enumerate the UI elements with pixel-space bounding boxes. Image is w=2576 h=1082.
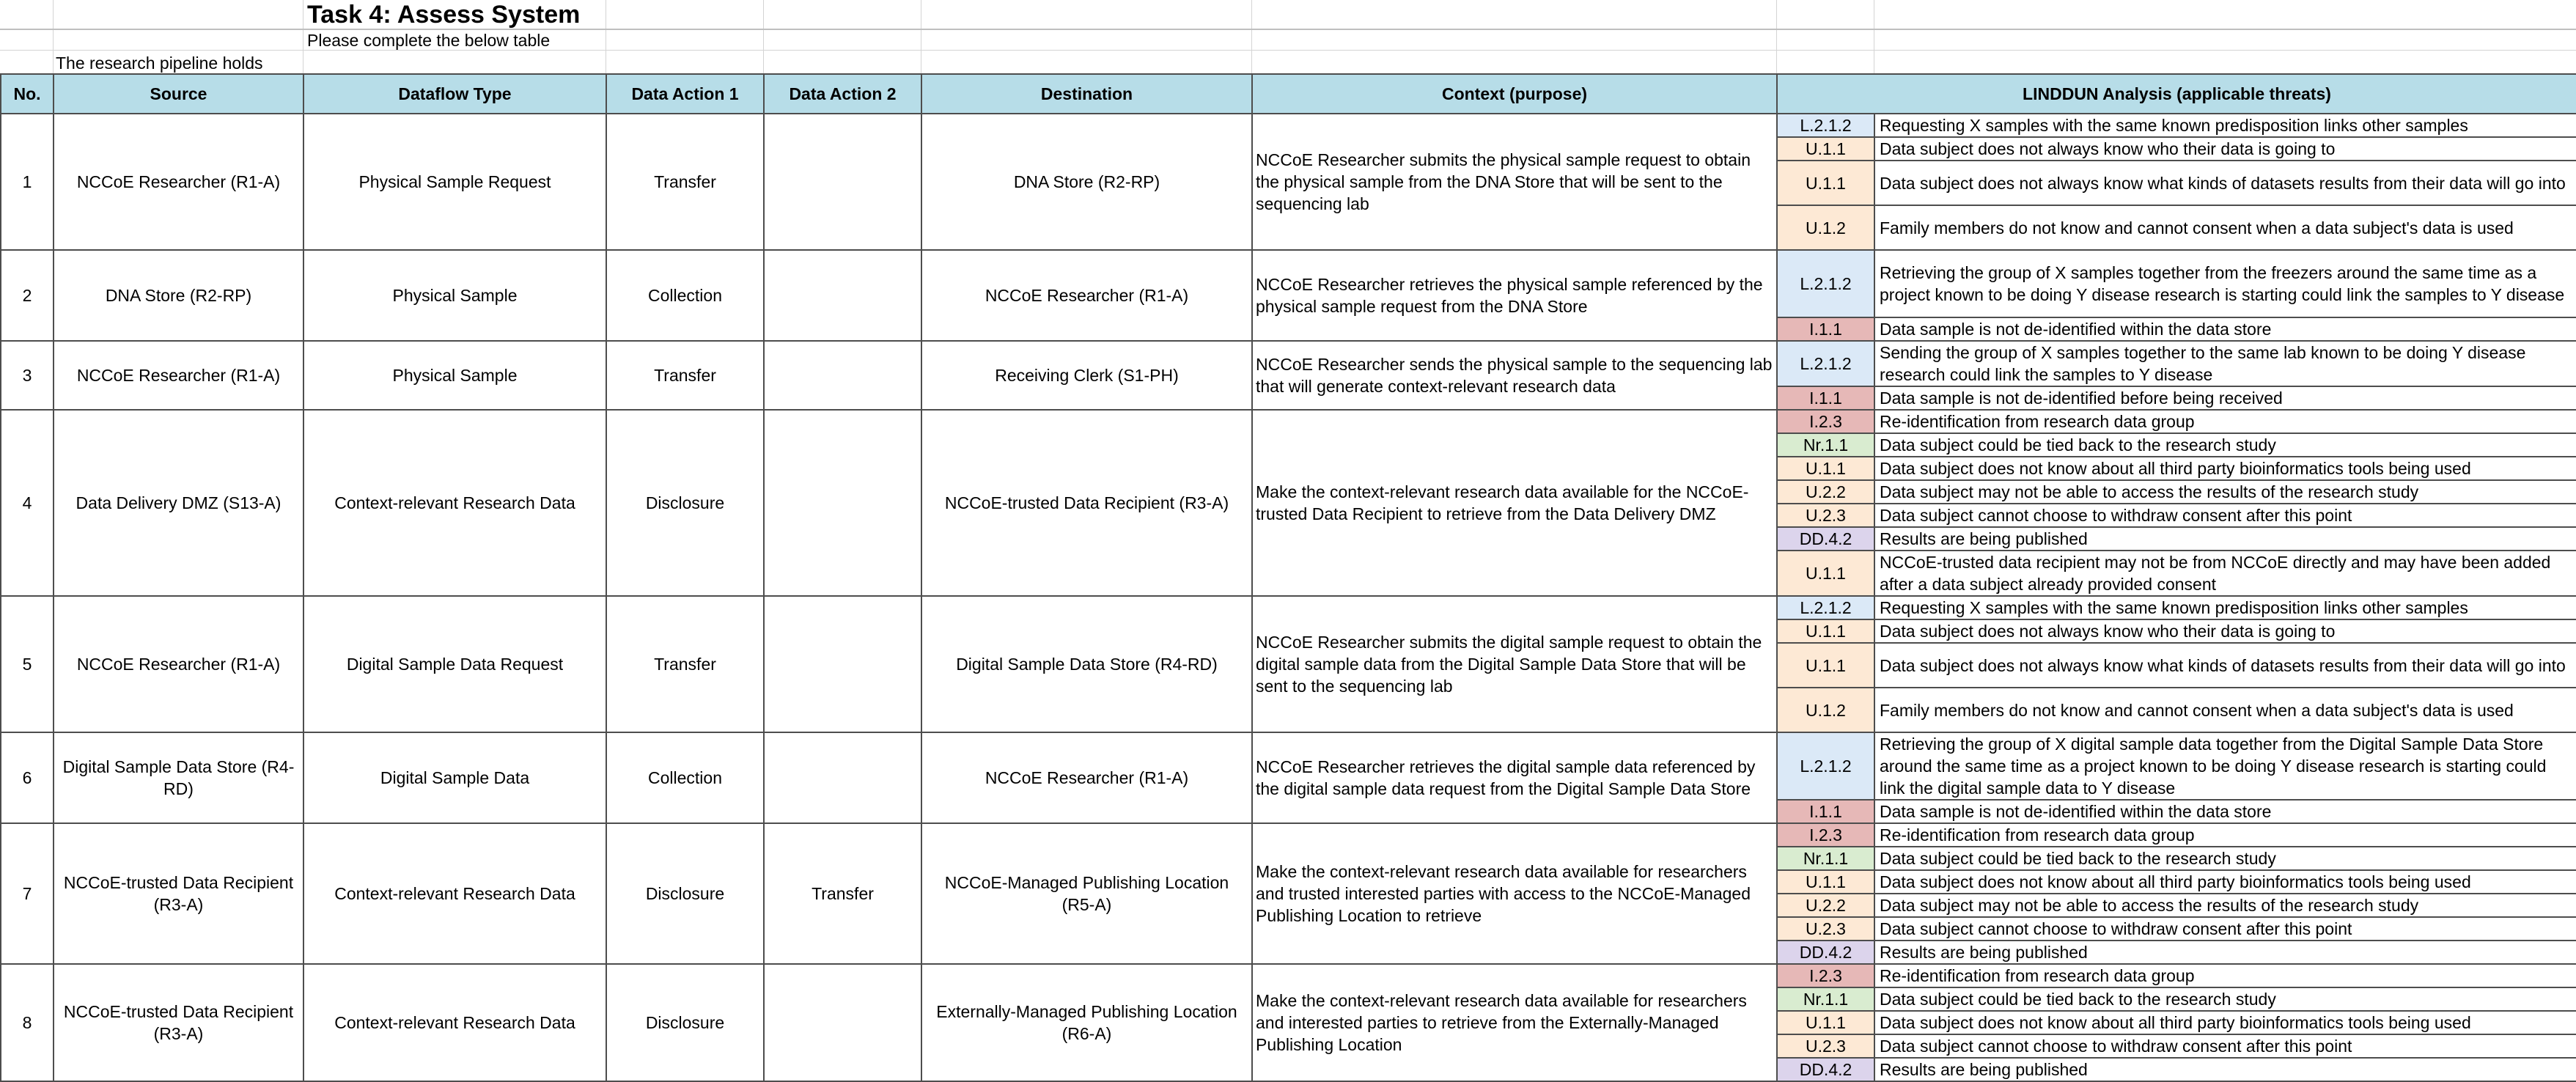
threat-description-cell[interactable]: Results are being published bbox=[1874, 941, 2576, 964]
threat-description-cell[interactable]: Requesting X samples with the same known predisposition links other samples bbox=[1874, 596, 2576, 619]
table-row bbox=[1, 823, 2576, 847]
threat-code-cell[interactable]: U.1.1 bbox=[1777, 161, 1874, 205]
dataflow-type-cell[interactable]: Physical Sample bbox=[303, 341, 606, 410]
threat-description-cell[interactable]: Data subject does not know about all third party bioinformatics tools being used bbox=[1874, 1011, 2576, 1034]
threat-description-cell[interactable]: Data subject could be tied back to the research study bbox=[1874, 847, 2576, 870]
threat-code-cell[interactable]: U.1.1 bbox=[1777, 137, 1874, 161]
threat-description-cell[interactable]: Re-identification from research data group bbox=[1874, 823, 2576, 847]
data-action-2-cell[interactable] bbox=[764, 596, 921, 732]
threat-code-cell[interactable]: U.2.3 bbox=[1777, 1034, 1874, 1058]
threat-description-cell[interactable]: Data subject may not be able to access the results of the research study bbox=[1874, 480, 2576, 504]
threat-description-cell[interactable]: Re-identification from research data group bbox=[1874, 410, 2576, 433]
destination-cell[interactable]: Receiving Clerk (S1-PH) bbox=[921, 341, 1252, 410]
threat-code-cell[interactable]: I.2.3 bbox=[1777, 964, 1874, 987]
threat-code-cell[interactable]: L.2.1.2 bbox=[1777, 596, 1874, 619]
data-action-2-cell[interactable] bbox=[764, 250, 921, 341]
col-header-context[interactable]: Context (purpose) bbox=[1252, 74, 1777, 114]
context-cell[interactable]: NCCoE Researcher retrieves the digital sample data referenced by the digital sample data request from the Digital Sample Data Store bbox=[1252, 732, 1777, 823]
threat-description-cell[interactable]: Requesting X samples with the same known predisposition links other samples bbox=[1874, 114, 2576, 137]
threat-description-cell[interactable]: Data subject does not always know who their data is going to bbox=[1874, 619, 2576, 643]
dataflow-type-cell[interactable]: Physical Sample bbox=[303, 250, 606, 341]
context-cell[interactable]: NCCoE Researcher submits the physical sample request to obtain the physical sample from the DNA Store that will be sent to the sequencing lab bbox=[1252, 114, 1777, 250]
threat-description-cell[interactable]: Data subject does not always know who their data is going to bbox=[1874, 137, 2576, 161]
threat-description-cell[interactable]: Data subject cannot choose to withdraw consent after this point bbox=[1874, 917, 2576, 941]
col-header-dataflow-type[interactable]: Dataflow Type bbox=[303, 74, 606, 114]
row-number-cell[interactable]: 5 bbox=[1, 596, 54, 732]
col-header-linddun[interactable]: LINDDUN Analysis (applicable threats) bbox=[1777, 74, 2576, 114]
table-row bbox=[1, 964, 2576, 987]
data-action-2-cell[interactable] bbox=[764, 732, 921, 823]
threat-code-cell[interactable]: U.2.2 bbox=[1777, 894, 1874, 917]
data-action-1-cell[interactable]: Disclosure bbox=[606, 823, 764, 964]
table-body bbox=[1, 114, 2576, 1081]
threat-code-cell[interactable]: I.2.3 bbox=[1777, 823, 1874, 847]
threat-code-cell[interactable]: I.1.1 bbox=[1777, 317, 1874, 341]
pipeline-note: The research pipeline holds bbox=[56, 54, 263, 73]
threat-code-cell[interactable]: Nr.1.1 bbox=[1777, 433, 1874, 457]
col-header-source[interactable]: Source bbox=[54, 74, 303, 114]
threat-code-cell[interactable]: I.1.1 bbox=[1777, 386, 1874, 410]
threat-description-cell[interactable]: Data sample is not de-identified before being received bbox=[1874, 386, 2576, 410]
threat-code-cell[interactable]: L.2.1.2 bbox=[1777, 114, 1874, 137]
context-cell[interactable]: Make the context-relevant research data available for the NCCoE-trusted Data Recipient to retrieve from the Data Delivery DMZ bbox=[1252, 410, 1777, 596]
source-cell[interactable]: Data Delivery DMZ (S13-A) bbox=[54, 410, 303, 596]
threat-code-cell[interactable]: I.1.1 bbox=[1777, 800, 1874, 823]
threat-description-cell[interactable]: Data sample is not de-identified within the data store bbox=[1874, 800, 2576, 823]
threat-code-cell[interactable]: U.1.2 bbox=[1777, 688, 1874, 732]
threat-code-cell[interactable]: DD.4.2 bbox=[1777, 941, 1874, 964]
source-cell[interactable]: NCCoE Researcher (R1-A) bbox=[54, 341, 303, 410]
threat-description-cell[interactable]: Data subject does not always know what kinds of datasets results from their data will go into bbox=[1874, 161, 2576, 205]
threat-description-cell[interactable]: Data subject does not know about all third party bioinformatics tools being used bbox=[1874, 457, 2576, 480]
context-cell[interactable]: NCCoE Researcher retrieves the physical sample referenced by the physical sample request from the DNA Store bbox=[1252, 250, 1777, 341]
threat-description-cell[interactable]: Data sample is not de-identified within the data store bbox=[1874, 317, 2576, 341]
threat-code-cell[interactable]: Nr.1.1 bbox=[1777, 987, 1874, 1011]
source-cell[interactable]: NCCoE-trusted Data Recipient (R3-A) bbox=[54, 823, 303, 964]
threat-code-cell[interactable]: I.2.3 bbox=[1777, 410, 1874, 433]
source-cell[interactable]: NCCoE-trusted Data Recipient (R3-A) bbox=[54, 964, 303, 1081]
threat-code-cell[interactable]: U.1.1 bbox=[1777, 870, 1874, 894]
table-header-row bbox=[1, 74, 2576, 114]
source-cell[interactable]: NCCoE Researcher (R1-A) bbox=[54, 596, 303, 732]
row-number-cell[interactable]: 7 bbox=[1, 823, 54, 964]
threat-code-cell[interactable]: U.1.1 bbox=[1777, 619, 1874, 643]
table-row bbox=[1, 250, 2576, 317]
table-row bbox=[1, 114, 2576, 137]
source-cell[interactable]: DNA Store (R2-RP) bbox=[54, 250, 303, 341]
destination-cell[interactable]: NCCoE-Managed Publishing Location (R5-A) bbox=[921, 823, 1252, 964]
task-subtitle: Please complete the below table bbox=[307, 31, 551, 50]
threat-code-cell[interactable]: L.2.1.2 bbox=[1777, 341, 1874, 386]
threat-description-cell[interactable]: Results are being published bbox=[1874, 527, 2576, 551]
row-number-cell[interactable]: 4 bbox=[1, 410, 54, 596]
row-number-cell[interactable]: 3 bbox=[1, 341, 54, 410]
table-row bbox=[1, 341, 2576, 386]
threat-description-cell[interactable]: NCCoE-trusted data recipient may not be from NCCoE directly and may have been added after a data subject already provided consent bbox=[1874, 551, 2576, 596]
col-header-no[interactable]: No. bbox=[1, 74, 54, 114]
threat-code-cell[interactable]: U.2.3 bbox=[1777, 917, 1874, 941]
row-number-cell[interactable]: 6 bbox=[1, 732, 54, 823]
threat-code-cell[interactable]: U.1.2 bbox=[1777, 205, 1874, 250]
row-number-cell[interactable]: 2 bbox=[1, 250, 54, 341]
data-action-1-cell[interactable]: Transfer bbox=[606, 114, 764, 250]
task-title: Task 4: Assess System bbox=[307, 1, 581, 29]
threat-code-cell[interactable]: U.2.3 bbox=[1777, 504, 1874, 527]
threat-code-cell[interactable]: L.2.1.2 bbox=[1777, 732, 1874, 800]
data-action-1-cell[interactable]: Disclosure bbox=[606, 410, 764, 596]
data-action-2-cell[interactable] bbox=[764, 341, 921, 410]
data-action-2-cell[interactable] bbox=[764, 114, 921, 250]
threat-code-cell[interactable]: U.1.1 bbox=[1777, 643, 1874, 688]
dataflow-type-cell[interactable]: Digital Sample Data Request bbox=[303, 596, 606, 732]
col-header-data-action-2[interactable]: Data Action 2 bbox=[764, 74, 921, 114]
data-action-1-cell[interactable]: Disclosure bbox=[606, 964, 764, 1081]
threat-description-cell[interactable]: Data subject cannot choose to withdraw consent after this point bbox=[1874, 1034, 2576, 1058]
threat-description-cell[interactable]: Re-identification from research data group bbox=[1874, 964, 2576, 987]
assessment-table bbox=[0, 73, 2576, 1082]
context-cell[interactable]: NCCoE Researcher sends the physical sample to the sequencing lab that will generate context-relevant research data bbox=[1252, 341, 1777, 410]
dataflow-type-cell[interactable]: Physical Sample Request bbox=[303, 114, 606, 250]
dataflow-type-cell[interactable]: Context-relevant Research Data bbox=[303, 964, 606, 1081]
context-cell[interactable]: NCCoE Researcher submits the digital sample request to obtain the digital sample data from the Digital Sample Data Store that will be sent to the sequencing lab bbox=[1252, 596, 1777, 732]
table-row bbox=[1, 410, 2576, 433]
threat-description-cell[interactable]: Data subject cannot choose to withdraw consent after this point bbox=[1874, 504, 2576, 527]
context-cell[interactable]: Make the context-relevant research data available for researchers and interested parties to retrieve from the Externally-Managed Publishing Location bbox=[1252, 964, 1777, 1081]
threat-code-cell[interactable]: L.2.1.2 bbox=[1777, 250, 1874, 317]
threat-code-cell[interactable]: DD.4.2 bbox=[1777, 1058, 1874, 1081]
threat-description-cell[interactable]: Family members do not know and cannot consent when a data subject's data is used bbox=[1874, 688, 2576, 732]
data-action-1-cell[interactable]: Transfer bbox=[606, 596, 764, 732]
destination-cell[interactable]: Externally-Managed Publishing Location (R6-A) bbox=[921, 964, 1252, 1081]
row-number-cell[interactable]: 8 bbox=[1, 964, 54, 1081]
destination-cell[interactable]: NCCoE Researcher (R1-A) bbox=[921, 732, 1252, 823]
context-cell[interactable]: Make the context-relevant research data available for researchers and trusted interested parties with access to the NCCoE-Managed Publishing Location to retrieve bbox=[1252, 823, 1777, 964]
threat-description-cell[interactable]: Data subject could be tied back to the research study bbox=[1874, 433, 2576, 457]
threat-description-cell[interactable]: Sending the group of X samples together to the same lab known to be doing Y disease research could link the samples to Y disease bbox=[1874, 341, 2576, 386]
threat-description-cell[interactable]: Retrieving the group of X samples together from the freezers around the same time as a project known to be doing Y disease research is starting could link the samples to Y disease bbox=[1874, 250, 2576, 317]
dataflow-type-cell[interactable]: Context-relevant Research Data bbox=[303, 823, 606, 964]
threat-description-cell[interactable]: Results are being published bbox=[1874, 1058, 2576, 1081]
threat-code-cell[interactable]: U.1.1 bbox=[1777, 551, 1874, 596]
data-action-1-cell[interactable]: Collection bbox=[606, 732, 764, 823]
threat-description-cell[interactable]: Retrieving the group of X digital sample data together from the Digital Sample Data Store around the same time as a project known to be doing Y disease research is starting could link the digital sample data to Y disease bbox=[1874, 732, 2576, 800]
threat-code-cell[interactable]: U.1.1 bbox=[1777, 457, 1874, 480]
threat-code-cell[interactable]: U.1.1 bbox=[1777, 1011, 1874, 1034]
data-action-2-cell[interactable] bbox=[764, 410, 921, 596]
threat-code-cell[interactable]: U.2.2 bbox=[1777, 480, 1874, 504]
destination-cell[interactable]: Digital Sample Data Store (R4-RD) bbox=[921, 596, 1252, 732]
destination-cell[interactable]: NCCoE Researcher (R1-A) bbox=[921, 250, 1252, 341]
destination-cell[interactable]: NCCoE-trusted Data Recipient (R3-A) bbox=[921, 410, 1252, 596]
col-header-destination[interactable]: Destination bbox=[921, 74, 1252, 114]
table-row bbox=[1, 596, 2576, 619]
data-action-1-cell[interactable]: Collection bbox=[606, 250, 764, 341]
threat-code-cell[interactable]: DD.4.2 bbox=[1777, 527, 1874, 551]
threat-description-cell[interactable]: Data subject may not be able to access the results of the research study bbox=[1874, 894, 2576, 917]
threat-description-cell[interactable]: Family members do not know and cannot consent when a data subject's data is used bbox=[1874, 205, 2576, 250]
table-row bbox=[1, 732, 2576, 800]
threat-description-cell[interactable]: Data subject could be tied back to the research study bbox=[1874, 987, 2576, 1011]
threat-description-cell[interactable]: Data subject does not always know what kinds of datasets results from their data will go into bbox=[1874, 643, 2576, 688]
source-cell[interactable]: Digital Sample Data Store (R4-RD) bbox=[54, 732, 303, 823]
data-action-1-cell[interactable]: Transfer bbox=[606, 341, 764, 410]
sheet-header-area bbox=[0, 0, 2576, 73]
dataflow-type-cell[interactable]: Digital Sample Data bbox=[303, 732, 606, 823]
data-action-2-cell[interactable] bbox=[764, 964, 921, 1081]
source-cell[interactable]: NCCoE Researcher (R1-A) bbox=[54, 114, 303, 250]
data-action-2-cell[interactable]: Transfer bbox=[764, 823, 921, 964]
row-number-cell[interactable]: 1 bbox=[1, 114, 54, 250]
threat-description-cell[interactable]: Data subject does not know about all third party bioinformatics tools being used bbox=[1874, 870, 2576, 894]
destination-cell[interactable]: DNA Store (R2-RP) bbox=[921, 114, 1252, 250]
col-header-data-action-1[interactable]: Data Action 1 bbox=[606, 74, 764, 114]
dataflow-type-cell[interactable]: Context-relevant Research Data bbox=[303, 410, 606, 596]
threat-code-cell[interactable]: Nr.1.1 bbox=[1777, 847, 1874, 870]
